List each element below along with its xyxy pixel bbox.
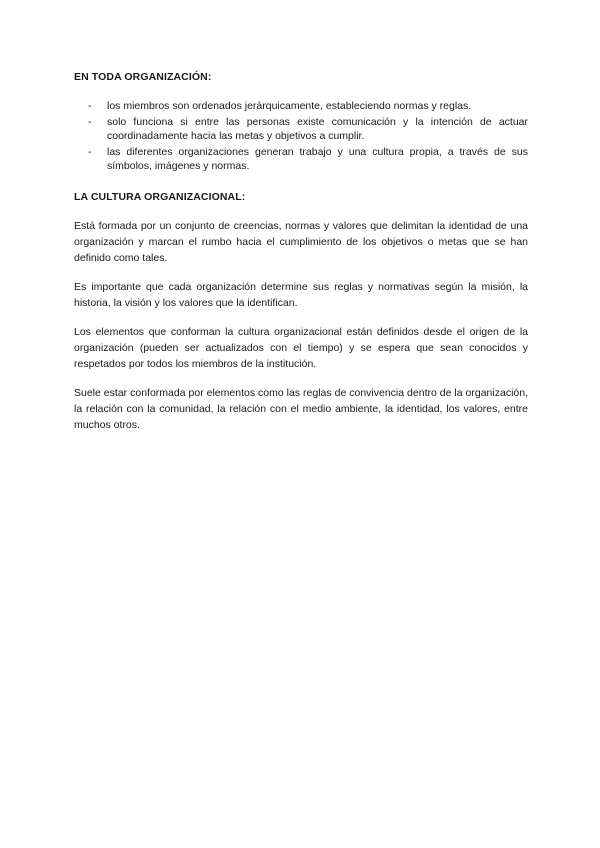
- section-heading-organizacion: EN TODA ORGANIZACIÓN:: [74, 71, 212, 83]
- paragraph: Está formada por un conjunto de creencias, normas y valores que delimitan la identidad de una organización y marcan el rumbo hacia el cumplimiento de los objetivos o metas que se han definido como tales.: [74, 219, 528, 264]
- section-heading-cultura: LA CULTURA ORGANIZACIONAL:: [74, 190, 246, 203]
- list-item-text: los miembros son ordenados jerárquicamente, estableciendo normas y reglas.: [107, 100, 472, 112]
- list-item-text: las diferentes organizaciones generan trabajo y una cultura propia, a través de sus símbolos, imágenes y normas.: [107, 145, 528, 172]
- document-page: [74, 70, 528, 433]
- bullet-marker: -: [88, 115, 92, 128]
- list-item: [74, 115, 528, 144]
- bullet-marker: -: [88, 100, 92, 112]
- paragraph: Es importante que cada organización determine sus reglas y normativas según la misión, la historia, la visión y los valores que la identifican.: [74, 280, 528, 309]
- paragraph: Suele estar conformada por elementos como las reglas de convivencia dentro de la organización, la relación con la comunidad, la relación con el medio ambiente, la identidad, los valores, entre muchos otros.: [74, 386, 528, 431]
- list-item: [74, 145, 528, 174]
- bullet-list: [74, 99, 528, 174]
- paragraph: Los elementos que conforman la cultura organizacional están definidos desde el origen de la organización (pueden ser actualizados con el tiempo) y se espera que sean conocidos y respetados por todos los miembros de la institución.: [74, 325, 528, 370]
- list-item-text: solo funciona si entre las personas existe comunicación y la intención de actuar coordinadamente hacia las metas y objetivos a cumplir.: [107, 115, 528, 142]
- list-item: [74, 99, 528, 114]
- bullet-marker: -: [88, 145, 92, 158]
